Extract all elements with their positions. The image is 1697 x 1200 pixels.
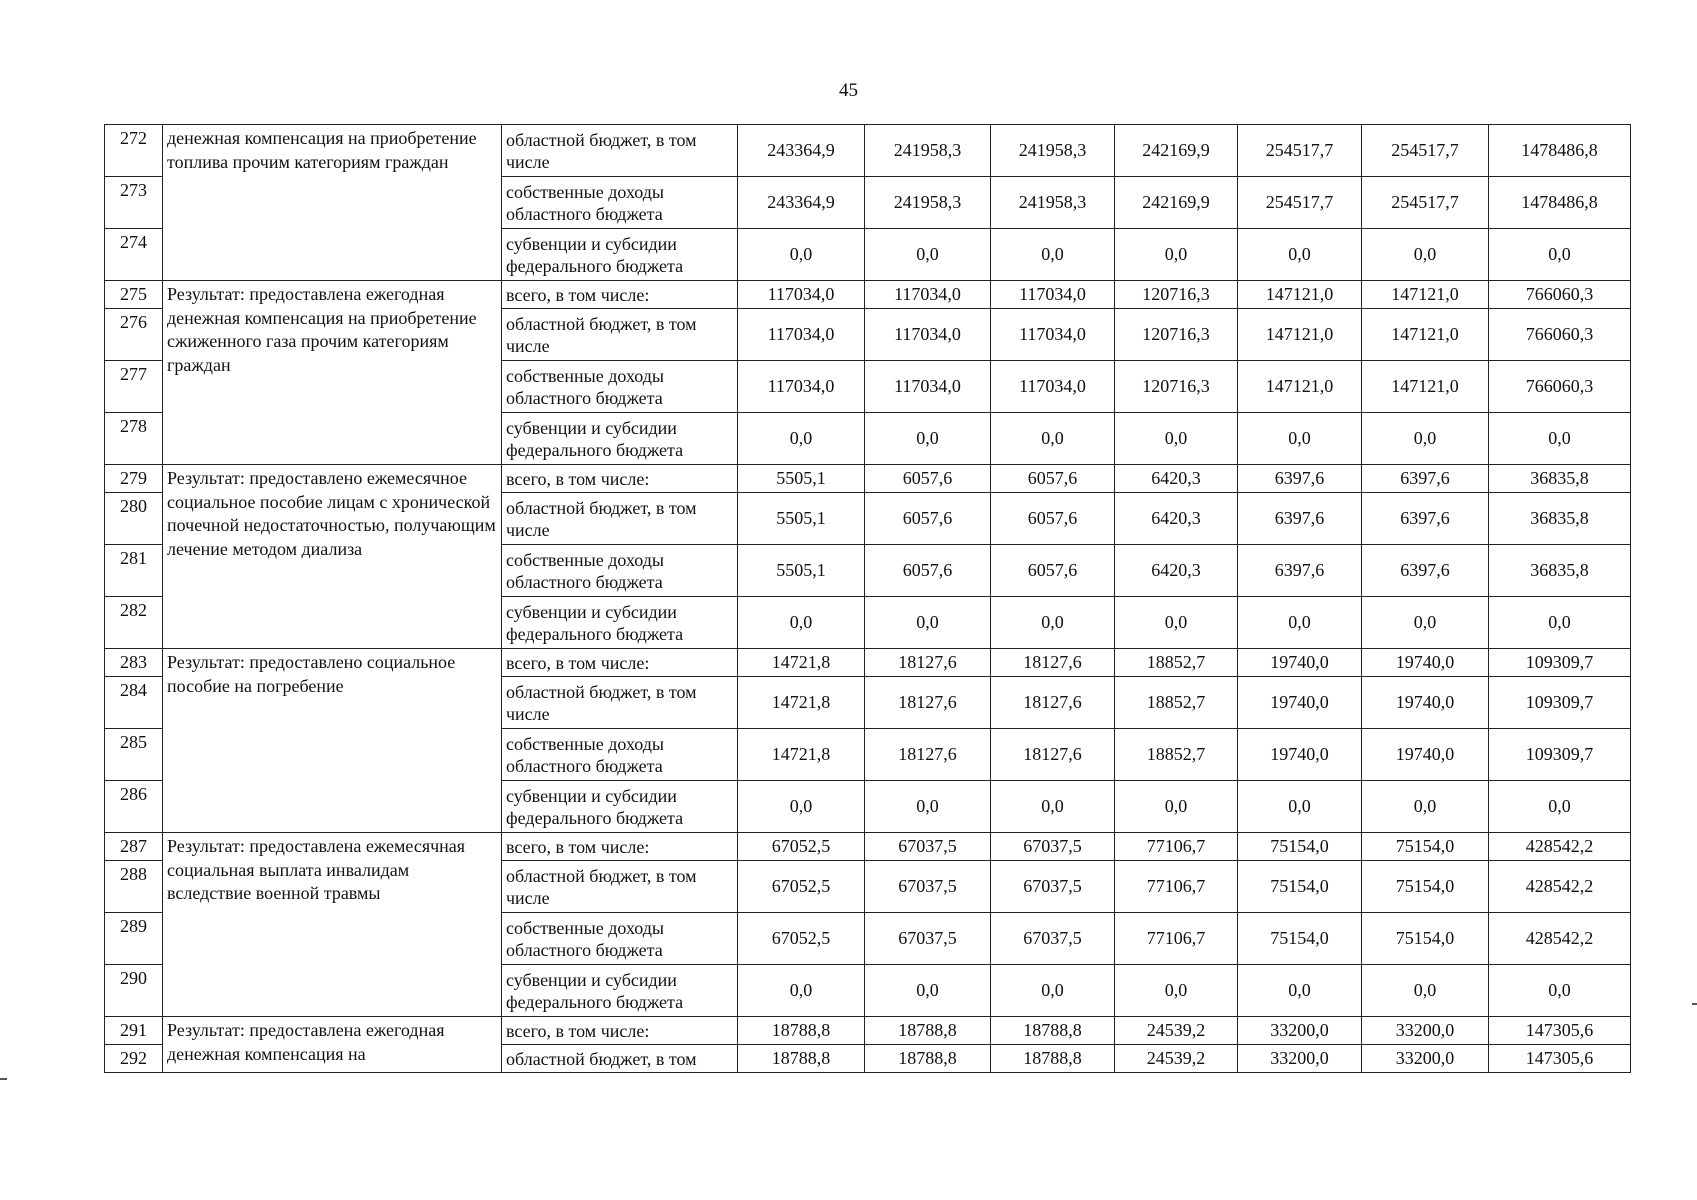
funding-source: всего, в том числе:	[502, 281, 738, 309]
row-number: 286	[105, 781, 163, 833]
year-value: 117034,0	[738, 309, 865, 361]
row-number: 285	[105, 729, 163, 781]
total-value: 766060,3	[1489, 281, 1631, 309]
year-value: 0,0	[991, 597, 1115, 649]
year-value: 117034,0	[738, 281, 865, 309]
year-value: 0,0	[1362, 781, 1489, 833]
year-value: 0,0	[1362, 413, 1489, 465]
year-value: 0,0	[865, 781, 991, 833]
year-value: 6420,3	[1115, 545, 1238, 597]
total-value: 766060,3	[1489, 309, 1631, 361]
year-value: 67037,5	[991, 913, 1115, 965]
year-value: 6397,6	[1238, 465, 1362, 493]
year-value: 24539,2	[1115, 1045, 1238, 1073]
year-value: 6397,6	[1238, 545, 1362, 597]
total-value: 0,0	[1489, 413, 1631, 465]
year-value: 117034,0	[991, 309, 1115, 361]
year-value: 6057,6	[865, 545, 991, 597]
funding-source: собственные доходы областного бюджета	[502, 361, 738, 413]
year-value: 75154,0	[1362, 861, 1489, 913]
total-value: 109309,7	[1489, 729, 1631, 781]
year-value: 14721,8	[738, 729, 865, 781]
funding-source: собственные доходы областного бюджета	[502, 545, 738, 597]
funding-source: субвенции и субсидии федерального бюджета	[502, 229, 738, 281]
table-body	[105, 125, 1631, 1073]
year-value: 117034,0	[991, 361, 1115, 413]
year-value: 6420,3	[1115, 493, 1238, 545]
year-value: 0,0	[738, 597, 865, 649]
year-value: 254517,7	[1362, 177, 1489, 229]
total-value: 766060,3	[1489, 361, 1631, 413]
funding-source: областной бюджет, в том	[502, 1045, 738, 1073]
budget-table	[104, 124, 1631, 1073]
year-value: 147121,0	[1362, 361, 1489, 413]
total-value: 0,0	[1489, 781, 1631, 833]
year-value: 117034,0	[865, 281, 991, 309]
year-value: 5505,1	[738, 493, 865, 545]
year-value: 18127,6	[991, 649, 1115, 677]
year-value: 18788,8	[991, 1017, 1115, 1045]
year-value: 5505,1	[738, 545, 865, 597]
year-value: 0,0	[1238, 413, 1362, 465]
year-value: 147121,0	[1362, 309, 1489, 361]
year-value: 18127,6	[865, 677, 991, 729]
year-value: 241958,3	[991, 177, 1115, 229]
year-value: 6397,6	[1362, 465, 1489, 493]
year-value: 77106,7	[1115, 833, 1238, 861]
table-row	[105, 281, 1631, 309]
year-value: 117034,0	[865, 309, 991, 361]
total-value: 36835,8	[1489, 545, 1631, 597]
year-value: 0,0	[1238, 597, 1362, 649]
total-value: 0,0	[1489, 965, 1631, 1017]
year-value: 67052,5	[738, 861, 865, 913]
year-value: 0,0	[865, 229, 991, 281]
funding-source: субвенции и субсидии федерального бюджета	[502, 597, 738, 649]
year-value: 18127,6	[865, 649, 991, 677]
table-row	[105, 649, 1631, 677]
row-number: 290	[105, 965, 163, 1017]
year-value: 67037,5	[991, 833, 1115, 861]
year-value: 0,0	[865, 597, 991, 649]
year-value: 254517,7	[1362, 125, 1489, 177]
year-value: 18127,6	[991, 729, 1115, 781]
year-value: 77106,7	[1115, 913, 1238, 965]
year-value: 117034,0	[991, 281, 1115, 309]
year-value: 5505,1	[738, 465, 865, 493]
table-row	[105, 465, 1631, 493]
year-value: 18127,6	[865, 729, 991, 781]
year-value: 0,0	[991, 413, 1115, 465]
year-value: 67037,5	[865, 913, 991, 965]
row-number: 279	[105, 465, 163, 493]
total-value: 428542,2	[1489, 861, 1631, 913]
total-value: 109309,7	[1489, 649, 1631, 677]
year-value: 18788,8	[991, 1045, 1115, 1073]
total-value: 147305,6	[1489, 1045, 1631, 1073]
year-value: 241958,3	[865, 125, 991, 177]
year-value: 0,0	[1115, 413, 1238, 465]
year-value: 0,0	[1115, 965, 1238, 1017]
funding-source: собственные доходы областного бюджета	[502, 913, 738, 965]
year-value: 243364,9	[738, 125, 865, 177]
year-value: 77106,7	[1115, 861, 1238, 913]
total-value: 0,0	[1489, 229, 1631, 281]
total-value: 109309,7	[1489, 677, 1631, 729]
year-value: 67052,5	[738, 833, 865, 861]
year-value: 19740,0	[1238, 649, 1362, 677]
year-value: 0,0	[1238, 965, 1362, 1017]
table-row	[105, 833, 1631, 861]
funding-source: субвенции и субсидии федерального бюджета	[502, 965, 738, 1017]
row-number: 289	[105, 913, 163, 965]
year-value: 75154,0	[1362, 833, 1489, 861]
funding-source: областной бюджет, в том числе	[502, 677, 738, 729]
year-value: 18788,8	[738, 1045, 865, 1073]
year-value: 120716,3	[1115, 281, 1238, 309]
year-value: 18788,8	[738, 1017, 865, 1045]
year-value: 6057,6	[865, 465, 991, 493]
year-value: 241958,3	[991, 125, 1115, 177]
year-value: 147121,0	[1238, 281, 1362, 309]
row-number: 284	[105, 677, 163, 729]
year-value: 67052,5	[738, 913, 865, 965]
year-value: 24539,2	[1115, 1017, 1238, 1045]
year-value: 18852,7	[1115, 677, 1238, 729]
row-number: 288	[105, 861, 163, 913]
year-value: 33200,0	[1238, 1045, 1362, 1073]
funding-source: всего, в том числе:	[502, 833, 738, 861]
year-value: 18852,7	[1115, 649, 1238, 677]
year-value: 242169,9	[1115, 177, 1238, 229]
funding-source: всего, в том числе:	[502, 649, 738, 677]
year-value: 75154,0	[1238, 913, 1362, 965]
year-value: 0,0	[738, 229, 865, 281]
year-value: 0,0	[865, 965, 991, 1017]
funding-source: областной бюджет, в том числе	[502, 125, 738, 177]
funding-source: областной бюджет, в том числе	[502, 493, 738, 545]
total-value: 1478486,8	[1489, 177, 1631, 229]
year-value: 75154,0	[1238, 833, 1362, 861]
year-value: 33200,0	[1238, 1017, 1362, 1045]
result-description: Результат: предоставлена ежегодная денежная компенсация на	[163, 1017, 502, 1073]
result-description: Результат: предоставлена ежемесячная социальная выплата инвалидам вследствие военной травмы	[163, 833, 502, 1017]
year-value: 0,0	[1362, 229, 1489, 281]
row-number: 291	[105, 1017, 163, 1045]
row-number: 278	[105, 413, 163, 465]
year-value: 0,0	[738, 413, 865, 465]
row-number: 272	[105, 125, 163, 177]
year-value: 0,0	[1115, 229, 1238, 281]
year-value: 0,0	[991, 781, 1115, 833]
year-value: 243364,9	[738, 177, 865, 229]
year-value: 75154,0	[1362, 913, 1489, 965]
year-value: 67037,5	[865, 861, 991, 913]
year-value: 241958,3	[865, 177, 991, 229]
page-number: 45	[839, 80, 858, 101]
year-value: 6057,6	[865, 493, 991, 545]
funding-source: областной бюджет, в том числе	[502, 861, 738, 913]
year-value: 0,0	[738, 965, 865, 1017]
year-value: 0,0	[1362, 597, 1489, 649]
year-value: 19740,0	[1362, 677, 1489, 729]
year-value: 0,0	[1238, 781, 1362, 833]
total-value: 36835,8	[1489, 493, 1631, 545]
row-number: 274	[105, 229, 163, 281]
result-description: Результат: предоставлена ежегодная денежная компенсация на приобретение сжиженного газа прочим категориям граждан	[163, 281, 502, 465]
year-value: 0,0	[1238, 229, 1362, 281]
year-value: 120716,3	[1115, 309, 1238, 361]
row-number: 276	[105, 309, 163, 361]
year-value: 6057,6	[991, 493, 1115, 545]
year-value: 18788,8	[865, 1045, 991, 1073]
year-value: 6420,3	[1115, 465, 1238, 493]
right-edge-mark	[1692, 1003, 1697, 1005]
funding-source: субвенции и субсидии федерального бюджета	[502, 781, 738, 833]
year-value: 0,0	[1115, 597, 1238, 649]
total-value: 428542,2	[1489, 913, 1631, 965]
total-value: 36835,8	[1489, 465, 1631, 493]
funding-source: собственные доходы областного бюджета	[502, 729, 738, 781]
row-number: 292	[105, 1045, 163, 1073]
year-value: 147121,0	[1362, 281, 1489, 309]
total-value: 1478486,8	[1489, 125, 1631, 177]
funding-source: собственные доходы областного бюджета	[502, 177, 738, 229]
year-value: 254517,7	[1238, 177, 1362, 229]
year-value: 75154,0	[1238, 861, 1362, 913]
year-value: 0,0	[1115, 781, 1238, 833]
funding-source: всего, в том числе:	[502, 465, 738, 493]
year-value: 19740,0	[1238, 677, 1362, 729]
year-value: 0,0	[865, 413, 991, 465]
year-value: 19740,0	[1362, 649, 1489, 677]
year-value: 147121,0	[1238, 361, 1362, 413]
year-value: 117034,0	[738, 361, 865, 413]
row-number: 277	[105, 361, 163, 413]
year-value: 120716,3	[1115, 361, 1238, 413]
funding-source: всего, в том числе:	[502, 1017, 738, 1045]
year-value: 18852,7	[1115, 729, 1238, 781]
row-number: 282	[105, 597, 163, 649]
year-value: 6397,6	[1362, 493, 1489, 545]
year-value: 117034,0	[865, 361, 991, 413]
year-value: 19740,0	[1238, 729, 1362, 781]
year-value: 0,0	[991, 965, 1115, 1017]
total-value: 428542,2	[1489, 833, 1631, 861]
year-value: 14721,8	[738, 649, 865, 677]
year-value: 6397,6	[1238, 493, 1362, 545]
row-number: 275	[105, 281, 163, 309]
row-number: 287	[105, 833, 163, 861]
total-value: 147305,6	[1489, 1017, 1631, 1045]
year-value: 0,0	[738, 781, 865, 833]
year-value: 0,0	[991, 229, 1115, 281]
year-value: 6057,6	[991, 545, 1115, 597]
result-description: Результат: предоставлено ежемесячное социальное пособие лицам с хронической почечной недостаточностью, получающим лечение методом диализа	[163, 465, 502, 649]
year-value: 18127,6	[991, 677, 1115, 729]
row-number: 280	[105, 493, 163, 545]
row-number: 283	[105, 649, 163, 677]
year-value: 67037,5	[991, 861, 1115, 913]
year-value: 147121,0	[1238, 309, 1362, 361]
year-value: 242169,9	[1115, 125, 1238, 177]
row-number: 281	[105, 545, 163, 597]
result-description: Результат: предоставлено социальное пособие на погребение	[163, 649, 502, 833]
year-value: 14721,8	[738, 677, 865, 729]
year-value: 0,0	[1362, 965, 1489, 1017]
total-value: 0,0	[1489, 597, 1631, 649]
funding-source: областной бюджет, в том числе	[502, 309, 738, 361]
table-row	[105, 125, 1631, 177]
year-value: 33200,0	[1362, 1045, 1489, 1073]
funding-source: субвенции и субсидии федерального бюджета	[502, 413, 738, 465]
table-row	[105, 1017, 1631, 1045]
year-value: 33200,0	[1362, 1017, 1489, 1045]
left-edge-mark	[0, 1078, 7, 1080]
year-value: 6057,6	[991, 465, 1115, 493]
year-value: 254517,7	[1238, 125, 1362, 177]
result-description: денежная компенсация на приобретение топлива прочим категориям граждан	[163, 125, 502, 281]
year-value: 18788,8	[865, 1017, 991, 1045]
year-value: 6397,6	[1362, 545, 1489, 597]
year-value: 67037,5	[865, 833, 991, 861]
row-number: 273	[105, 177, 163, 229]
year-value: 19740,0	[1362, 729, 1489, 781]
